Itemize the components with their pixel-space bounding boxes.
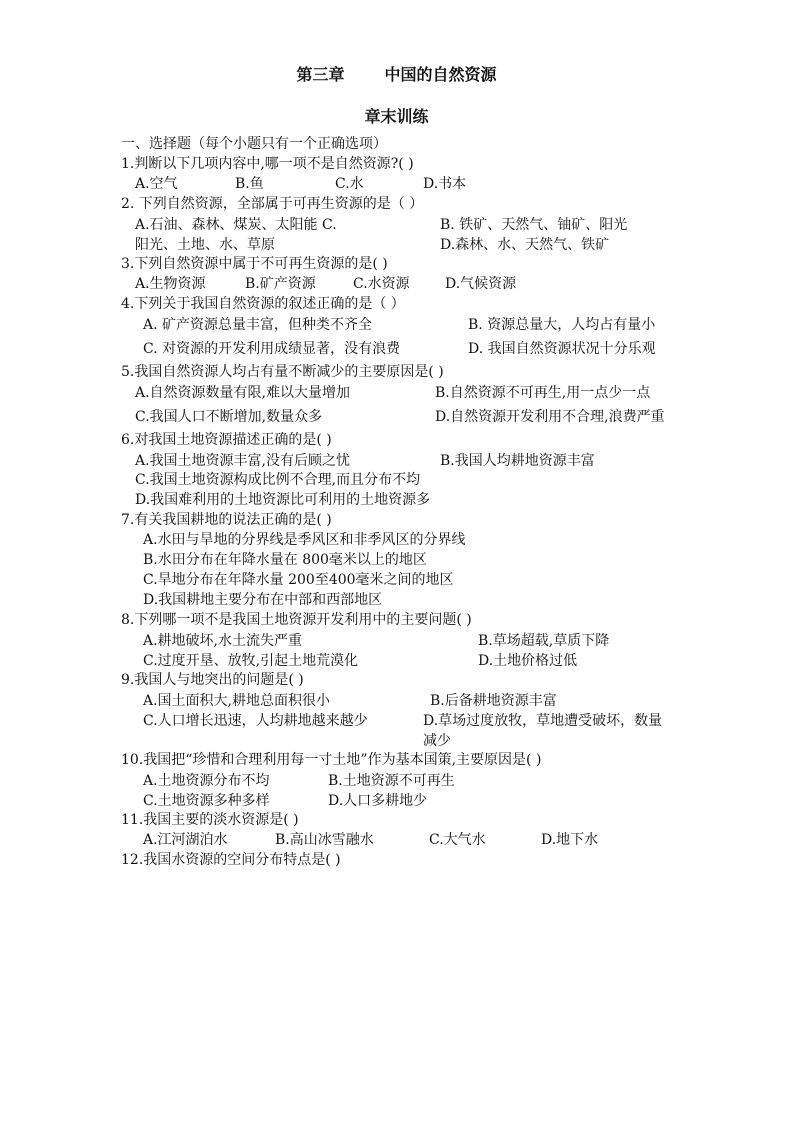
option-c: C.大气水 bbox=[429, 832, 486, 848]
options-row bbox=[121, 650, 673, 670]
option-a: A.生物资源 bbox=[135, 276, 206, 292]
option-d: D.草场过度放牧，草地遭受破坏，数量减少 bbox=[423, 713, 663, 749]
chapter-number: 第三章 bbox=[296, 65, 345, 84]
option-d: D.森林、水、天然气、铁矿 bbox=[440, 237, 610, 253]
option-c: C. 对资源的开发利用成绩显著，没有浪费 bbox=[143, 341, 401, 357]
option-d: D.人口多耕地少 bbox=[328, 793, 428, 809]
section-heading: 一、选择题（每个小题只有一个正确选项） bbox=[121, 136, 387, 152]
option-d: D.地下水 bbox=[541, 832, 599, 848]
option-a: A.石油、森林、煤炭、太阳能 C. bbox=[135, 217, 337, 233]
option-a: A.江河湖泊水 bbox=[143, 832, 228, 848]
option-b: B.矿产资源 bbox=[245, 276, 316, 292]
option-b: B.草场超载,草质下降 bbox=[478, 633, 610, 649]
option-b: B.水田分布在年降水量在 800毫米以上的地区 bbox=[143, 552, 427, 568]
options-row bbox=[121, 338, 673, 358]
chapter-name: 中国的自然资源 bbox=[384, 65, 497, 84]
page-subtitle: 章末训练 bbox=[364, 107, 429, 126]
option-b: B.后备耕地资源丰富 bbox=[430, 693, 557, 709]
question-stem: 12.我国水资源的空间分布特点是( ) bbox=[121, 852, 341, 868]
option-a: A. 矿产资源总量丰富，但种类不齐全 bbox=[143, 317, 373, 333]
options-row bbox=[121, 790, 673, 810]
option-b: B.土地资源不可再生 bbox=[328, 773, 455, 789]
chapter-title bbox=[0, 62, 793, 85]
option-b: B.我国人均耕地资源丰富 bbox=[440, 453, 595, 469]
question-stem: 8.下列哪一项不是我国土地资源开发利用中的主要问题( ) bbox=[121, 612, 472, 628]
question-stem: 9.我国人与地突出的问题是( ) bbox=[121, 672, 304, 688]
question-stem: 11.我国主要的淡水资源是( ) bbox=[121, 812, 299, 828]
question-list bbox=[121, 134, 673, 870]
question-stem: 7.有关我国耕地的说法正确的是( ) bbox=[121, 512, 332, 528]
options-row bbox=[121, 450, 673, 470]
option-d: D. 我国自然资源状况十分乐观 bbox=[468, 341, 656, 357]
question-stem: 3.下列自然资源中属于不可再生资源的是( ) bbox=[121, 256, 388, 272]
option-c: C.过度开垦、放牧,引起土地荒漠化 bbox=[143, 653, 359, 669]
option-b: B. 铁矿、天然气、铀矿、阳光 bbox=[440, 217, 628, 233]
options-row bbox=[121, 274, 673, 294]
question-stem: 1.判断以下几项内容中,哪一项不是自然资源?( ) bbox=[121, 156, 414, 172]
option-b: B.高山冰雪融水 bbox=[275, 832, 374, 848]
options-row bbox=[121, 314, 673, 334]
options-row bbox=[121, 406, 673, 426]
option-a: A.耕地破坏,水土流失严重 bbox=[143, 633, 303, 649]
options-row bbox=[121, 690, 673, 710]
question-stem: 10.我国把“珍惜和合理利用每一寸土地”作为基本国策,主要原因是( ) bbox=[121, 752, 542, 768]
question-stem: 2. 下列自然资源，全部属于可再生资源的是（ ） bbox=[121, 196, 424, 212]
option-a: A.国土面积大,耕地总面积很小 bbox=[143, 693, 331, 709]
option-d: D.我国耕地主要分布在中部和西部地区 bbox=[143, 592, 383, 608]
question-stem: 6.对我国土地资源描述正确的是( ) bbox=[121, 432, 332, 448]
option-c: C.我国人口不断增加,数量众多 bbox=[135, 409, 323, 425]
option-d: D.自然资源开发利用不合理,浪费严重 bbox=[435, 409, 665, 425]
option-b: B.自然资源不可再生,用一点少一点 bbox=[435, 385, 651, 401]
options-row bbox=[121, 174, 673, 194]
option-b: B. 资源总量大，人均占有量小 bbox=[468, 317, 656, 333]
option-c: C.旱地分布在年降水量 200至400毫米之间的地区 bbox=[143, 572, 454, 588]
options-row bbox=[121, 382, 673, 402]
options-row bbox=[121, 214, 673, 234]
options-row bbox=[121, 770, 673, 790]
option-c: C.我国土地资源构成比例不合理,而且分布不均 bbox=[135, 472, 421, 488]
option-d: D.土地价格过低 bbox=[478, 653, 578, 669]
options-row bbox=[121, 234, 673, 254]
option-c: 阳光、土地、水、草原 bbox=[135, 237, 275, 253]
option-a: A.我国土地资源丰富,没有后顾之忧 bbox=[135, 453, 351, 469]
option-a: A.水田与旱地的分界线是季风区和非季风区的分界线 bbox=[143, 532, 466, 548]
option-c: C.人口增长迅速，人均耕地越来越少 bbox=[143, 713, 368, 729]
option-d: D.书本 bbox=[423, 176, 467, 192]
option-c: C.水资源 bbox=[353, 276, 410, 292]
option-d: D.我国难利用的土地资源比可利用的土地资源多 bbox=[135, 492, 431, 508]
options-row bbox=[121, 710, 673, 750]
option-a: A.土地资源分布不均 bbox=[143, 773, 270, 789]
question-stem: 4.下列关于我国自然资源的叙述正确的是（ ） bbox=[121, 296, 405, 312]
option-c: C.土地资源多种多样 bbox=[143, 793, 270, 809]
option-c: C.水 bbox=[335, 176, 364, 192]
option-b: B.鱼 bbox=[235, 176, 264, 192]
question-stem: 5.我国自然资源人均占有量不断减少的主要原因是( ) bbox=[121, 364, 444, 380]
options-row bbox=[121, 630, 673, 650]
option-a: A.空气 bbox=[135, 176, 178, 192]
options-row bbox=[121, 830, 673, 850]
option-d: D.气候资源 bbox=[445, 276, 517, 292]
option-a: A.自然资源数量有限,难以大量增加 bbox=[135, 385, 351, 401]
